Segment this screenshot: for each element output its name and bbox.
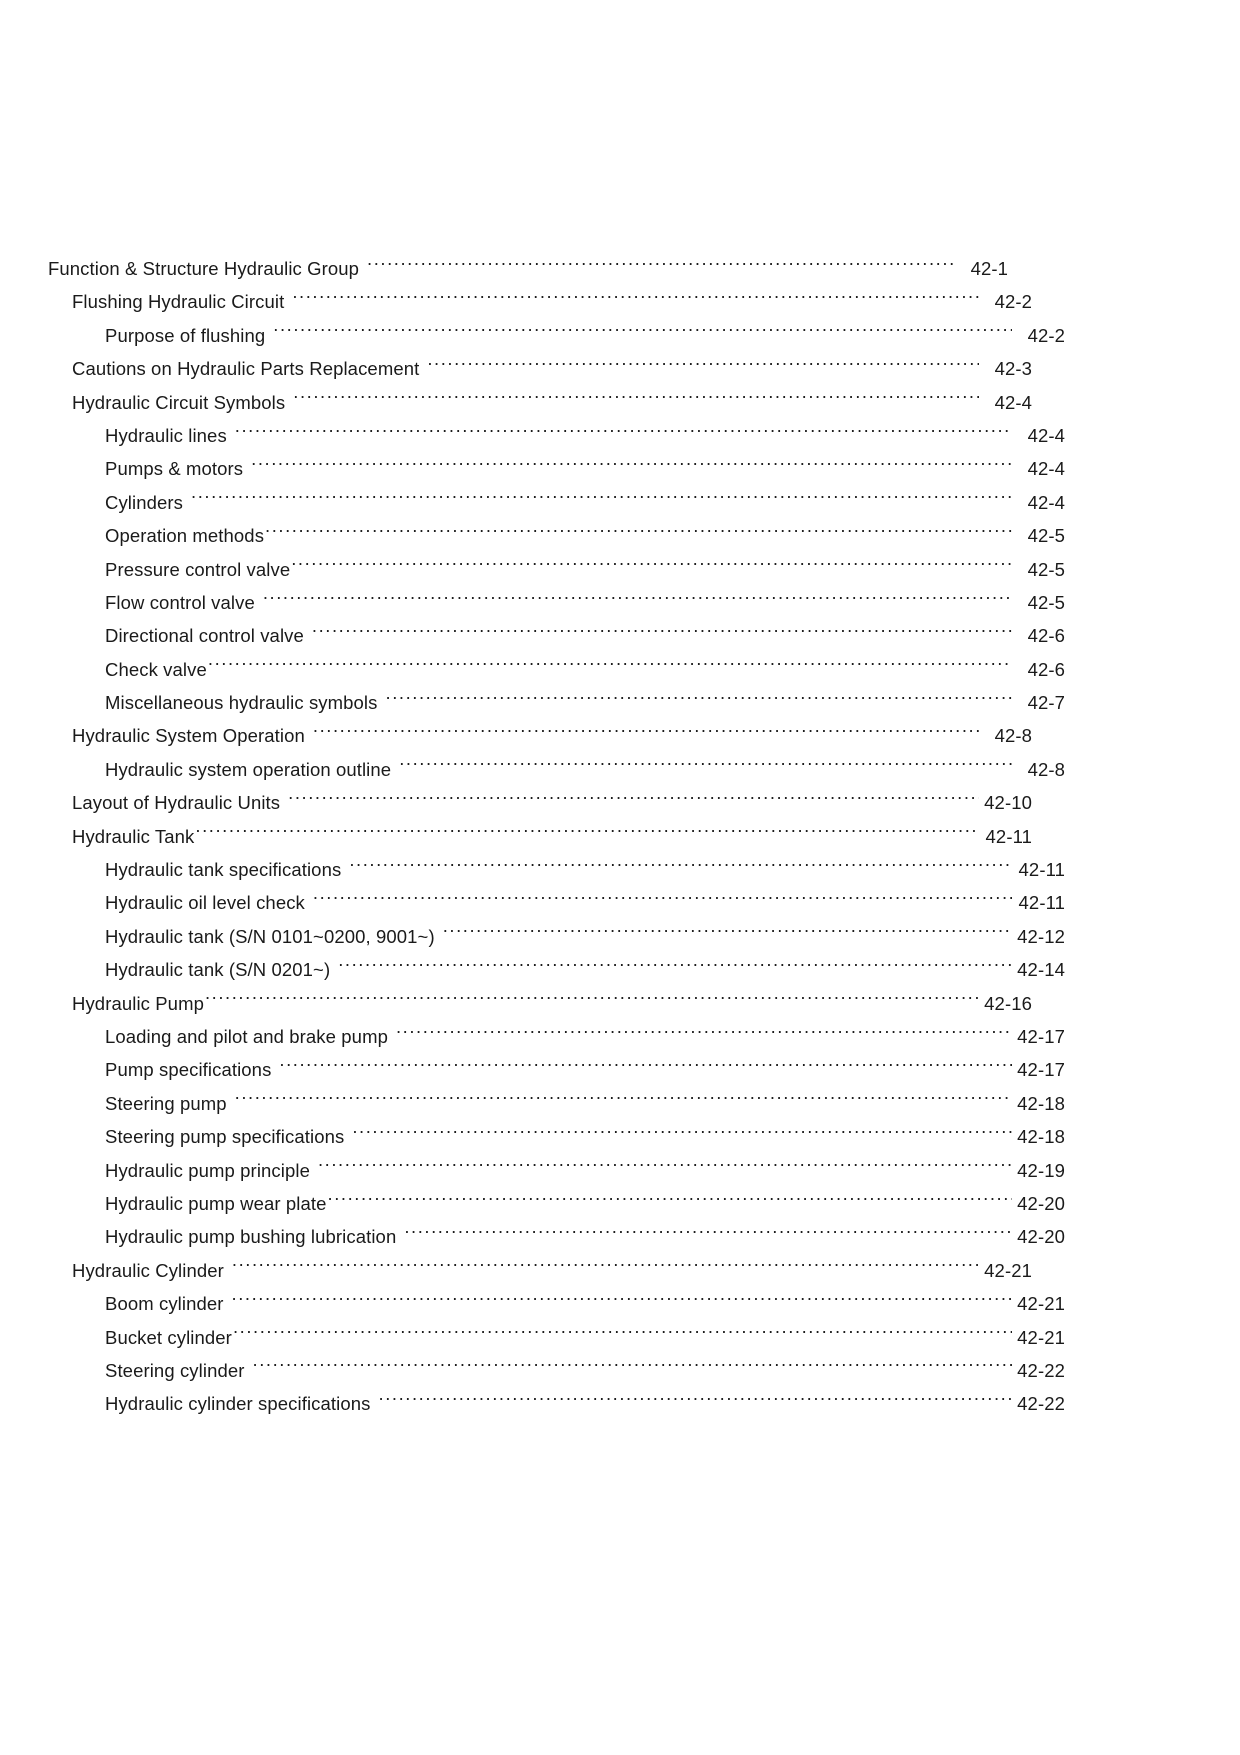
toc-entry-label: Hydraulic tank (S/N 0101~0200, 9001~) [105,925,435,947]
toc-entry[interactable] [48,553,1065,586]
toc-entry-page-number: 42-3 [994,358,1032,380]
toc-entry[interactable] [48,1220,1065,1253]
dot-leader [279,1058,1012,1077]
toc-entry-page-number: 42-19 [1017,1159,1065,1181]
toc-entry[interactable] [48,1187,1065,1220]
dot-leader [205,991,979,1010]
dot-leader [404,1225,1012,1244]
toc-entry-label: Steering pump [105,1092,227,1114]
toc-entry-page-number: 42-17 [1017,1025,1065,1047]
toc-entry-page-number: 42-2 [994,291,1032,313]
toc-entry-label: Function & Structure Hydraulic Group [48,258,360,279]
toc-entry[interactable] [48,419,1065,452]
toc-entry-label: Hydraulic oil level check [105,892,305,914]
toc-entry-label: Cylinders [105,491,184,513]
toc-entry[interactable] [48,586,1065,619]
toc-entry[interactable] [48,719,1032,752]
toc-entry-page-number: 42-18 [1017,1126,1065,1148]
dot-leader [288,791,979,810]
toc-entry[interactable] [48,886,1065,919]
dot-leader [253,1358,1013,1377]
dot-leader [235,423,1012,442]
toc-entry-page-number: 42-11 [985,825,1032,847]
toc-entry-label: Hydraulic pump principle [105,1159,310,1181]
toc-entry-label: Steering pump specifications [105,1126,345,1148]
toc-entry-page-number: 42-22 [1017,1359,1065,1381]
toc-entry[interactable] [48,786,1032,819]
toc-entry-label: Check valve [105,658,207,680]
dot-leader [232,1258,979,1277]
toc-entry[interactable] [48,319,1065,352]
toc-entry[interactable] [48,753,1065,786]
toc-entry-page-number: 42-8 [994,725,1032,747]
toc-entry-label: Hydraulic tank (S/N 0201~) [105,959,331,981]
toc-entry[interactable] [48,1354,1065,1387]
toc-entry-page-number: 42-4 [1027,491,1065,513]
toc-entry[interactable] [48,987,1032,1020]
toc-entry-page-number: 42-8 [1027,758,1065,780]
dot-leader [399,757,1012,776]
toc-entry-label: Directional control valve [105,625,304,647]
toc-entry-label: Hydraulic Pump [72,992,204,1014]
toc-entry-label: Hydraulic System Operation [72,725,305,747]
toc-entry-label: Hydraulic pump wear plate [105,1192,327,1214]
toc-entry-page-number: 42-17 [1017,1059,1065,1081]
dot-leader [208,657,1012,676]
dot-leader [443,924,1012,943]
toc-entry-label: Operation methods [105,525,265,547]
toc-entry-page-number: 42-12 [1017,925,1065,947]
toc-entry-label: Layout of Hydraulic Units [72,792,281,814]
toc-entry[interactable] [48,1120,1065,1153]
toc-entry-label: Loading and pilot and brake pump [105,1025,388,1047]
dot-leader [318,1158,1012,1177]
toc-entry[interactable] [48,1020,1065,1053]
toc-entry-page-number: 42-10 [984,792,1032,814]
dot-leader [396,1024,1012,1043]
dot-leader [367,257,955,276]
toc-entry-label: Hydraulic tank specifications [105,859,342,881]
toc-entry-page-number: 42-6 [1027,658,1065,680]
toc-entry-page-number: 42-5 [1027,558,1065,580]
toc-entry-label: Hydraulic cylinder specifications [105,1393,371,1415]
toc-entry[interactable] [48,1321,1065,1354]
toc-entry-page-number: 42-11 [1018,892,1065,914]
toc-entry-page-number: 42-21 [1017,1326,1065,1348]
toc-entry-page-number: 42-4 [1027,424,1065,446]
toc-entry-label: Hydraulic lines [105,424,227,446]
toc-entry-page-number: 42-22 [1017,1393,1065,1415]
dot-leader [427,357,979,376]
toc-entry[interactable] [48,252,1008,285]
dot-leader [233,1325,1012,1344]
dot-leader [195,824,979,843]
toc-entry[interactable] [48,1053,1065,1086]
toc-entry-page-number: 42-16 [984,992,1032,1014]
toc-entry-label: Hydraulic pump bushing lubrication [105,1226,397,1248]
toc-entry-page-number: 42-4 [994,391,1032,413]
toc-entry-label: Hydraulic Circuit Symbols [72,391,286,413]
toc-entry-label: Hydraulic Tank [72,825,195,847]
toc-entry-label: Cautions on Hydraulic Parts Replacement [72,358,420,380]
dot-leader [313,724,979,743]
toc-entry-label: Hydraulic system operation outline [105,758,392,780]
toc-entry[interactable] [48,619,1065,652]
toc-entry-page-number: 42-14 [1017,959,1065,981]
toc-entry-label: Miscellaneous hydraulic symbols [105,692,378,714]
dot-leader [191,490,1012,509]
dot-leader [265,524,1012,543]
dot-leader [291,557,1012,576]
toc-entry[interactable] [48,920,1065,953]
dot-leader [273,323,1012,342]
toc-entry[interactable] [48,1287,1065,1320]
dot-leader [349,858,1012,877]
toc-entry-page-number: 42-4 [1027,458,1065,480]
toc-entry[interactable] [48,352,1032,385]
toc-entry-label: Bucket cylinder [105,1326,232,1348]
dot-leader [379,1392,1013,1411]
toc-entry[interactable] [48,853,1065,886]
toc-entry-label: Pumps & motors [105,458,244,480]
toc-entry[interactable] [48,953,1065,986]
dot-leader [352,1125,1012,1144]
toc-entry-page-number: 42-2 [1027,324,1065,346]
toc-entry[interactable] [48,686,1065,719]
toc-entry[interactable] [48,386,1032,419]
toc-entry-page-number: 42-20 [1017,1226,1065,1248]
toc-entry-page-number: 42-7 [1027,692,1065,714]
toc-entry[interactable] [48,1254,1032,1287]
toc-entry[interactable] [48,653,1065,686]
toc-entry-label: Pump specifications [105,1059,272,1081]
dot-leader [251,457,1012,476]
toc-entry-page-number: 42-18 [1017,1092,1065,1114]
toc-entry-page-number: 42-1 [970,258,1008,279]
dot-leader [338,958,1012,977]
dot-leader [328,1191,1012,1210]
toc-entry-page-number: 42-5 [1027,591,1065,613]
dot-leader [312,624,1012,643]
toc-entry-page-number: 42-6 [1027,625,1065,647]
toc-entry[interactable] [48,452,1065,485]
table-of-contents [48,252,1065,1421]
toc-entry[interactable] [48,486,1065,519]
dot-leader [263,590,1012,609]
toc-entry-page-number: 42-20 [1017,1192,1065,1214]
toc-entry[interactable] [48,285,1032,318]
toc-entry-page-number: 42-11 [1018,859,1065,881]
toc-entry-label: Hydraulic Cylinder [72,1259,224,1281]
toc-entry-label: Purpose of flushing [105,324,266,346]
toc-entry-label: Steering cylinder [105,1359,245,1381]
toc-entry-page-number: 42-21 [1017,1293,1065,1315]
toc-entry[interactable] [48,820,1032,853]
toc-entry[interactable] [48,1154,1065,1187]
toc-entry[interactable] [48,1387,1065,1420]
dot-leader [386,691,1013,710]
toc-entry-label: Flow control valve [105,591,255,613]
dot-leader [232,1292,1012,1311]
toc-entry-label: Pressure control valve [105,558,291,580]
toc-entry[interactable] [48,519,1065,552]
toc-entry-page-number: 42-5 [1027,525,1065,547]
toc-entry-page-number: 42-21 [984,1259,1032,1281]
dot-leader [235,1091,1012,1110]
dot-leader [313,891,1012,910]
toc-entry[interactable] [48,1087,1065,1120]
dot-leader [292,290,979,309]
toc-entry-label: Flushing Hydraulic Circuit [72,291,285,313]
toc-entry-label: Boom cylinder [105,1293,224,1315]
dot-leader [293,390,979,409]
